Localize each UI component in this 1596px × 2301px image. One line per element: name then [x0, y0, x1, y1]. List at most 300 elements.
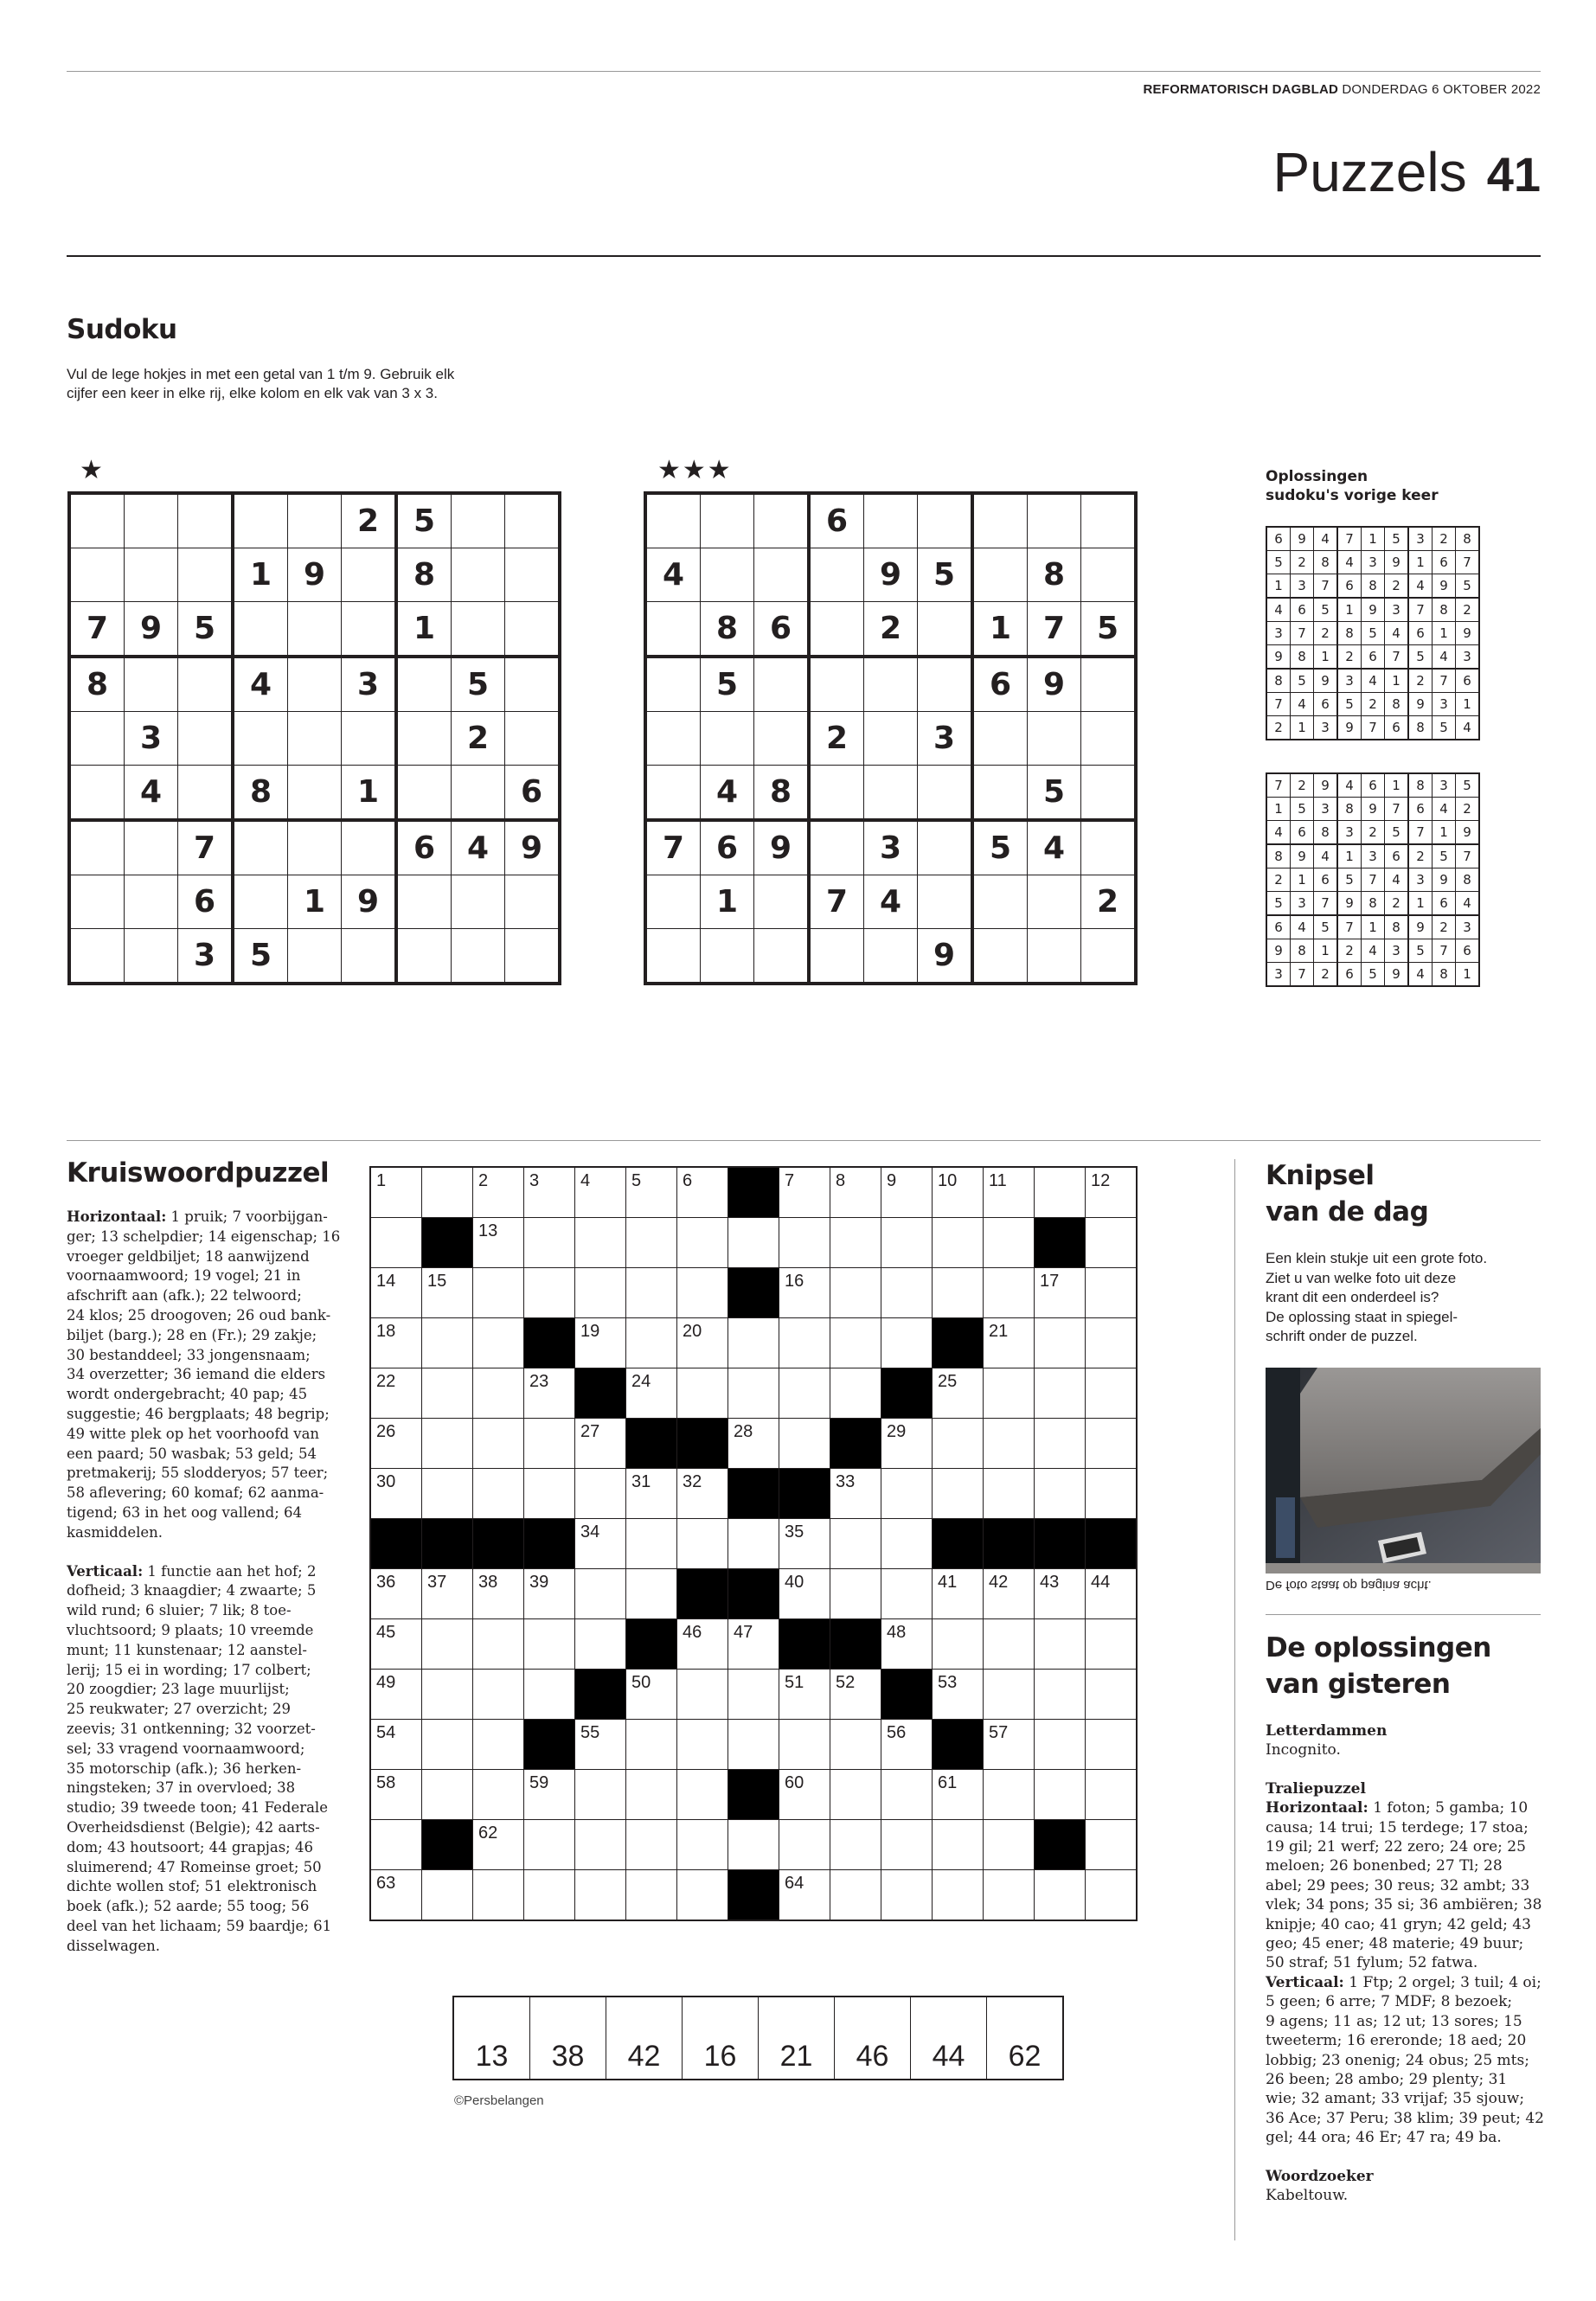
crossword-cell[interactable] — [422, 1720, 473, 1770]
answer-cell[interactable]: 16 — [683, 1997, 759, 2080]
crossword-cell[interactable] — [370, 1870, 422, 1921]
crossword-cell[interactable] — [626, 1519, 677, 1569]
crossword-cell[interactable] — [626, 1720, 677, 1770]
crossword-cell[interactable] — [626, 1368, 677, 1419]
crossword-cell[interactable] — [575, 1268, 626, 1318]
crossword-cell[interactable] — [524, 1469, 575, 1519]
crossword-cell[interactable] — [626, 1469, 677, 1519]
crossword-cell[interactable] — [1035, 1770, 1086, 1820]
crossword-cell[interactable] — [1086, 1218, 1138, 1268]
crossword-cell[interactable] — [422, 1167, 473, 1218]
sudoku-cell[interactable] — [233, 493, 288, 548]
sudoku-cell[interactable] — [288, 929, 342, 984]
crossword-cell[interactable] — [881, 1469, 933, 1519]
crossword-cell[interactable] — [677, 1469, 728, 1519]
crossword-cell[interactable] — [626, 1870, 677, 1921]
crossword-cell[interactable] — [933, 1870, 984, 1921]
crossword-cell[interactable] — [728, 1670, 779, 1720]
crossword-cell[interactable] — [933, 1820, 984, 1870]
sudoku-cell[interactable] — [178, 766, 234, 821]
sudoku-cell[interactable] — [864, 766, 918, 821]
crossword-cell[interactable] — [881, 1569, 933, 1619]
sudoku-cell[interactable] — [288, 766, 342, 821]
crossword-cell[interactable] — [984, 1268, 1035, 1318]
crossword-cell[interactable] — [984, 1167, 1035, 1218]
crossword-cell[interactable] — [779, 1870, 830, 1921]
sudoku-cell[interactable] — [918, 657, 973, 712]
answer-cell[interactable]: 44 — [911, 1997, 987, 2080]
crossword-cell[interactable] — [1086, 1870, 1138, 1921]
crossword-cell[interactable] — [370, 1569, 422, 1619]
crossword-cell[interactable] — [830, 1469, 881, 1519]
crossword-cell[interactable] — [779, 1318, 830, 1368]
crossword-cell[interactable] — [473, 1870, 524, 1921]
crossword-cell[interactable] — [422, 1318, 473, 1368]
crossword-cell[interactable] — [984, 1820, 1035, 1870]
sudoku-cell[interactable] — [809, 929, 864, 984]
crossword-cell[interactable] — [626, 1670, 677, 1720]
crossword-cell[interactable] — [473, 1569, 524, 1619]
crossword-cell[interactable] — [728, 1619, 779, 1670]
crossword-cell[interactable] — [779, 1569, 830, 1619]
crossword-cell[interactable] — [933, 1469, 984, 1519]
crossword-cell[interactable] — [1086, 1770, 1138, 1820]
crossword-cell[interactable] — [830, 1670, 881, 1720]
crossword-cell[interactable] — [1086, 1820, 1138, 1870]
sudoku-cell[interactable] — [864, 929, 918, 984]
crossword-cell[interactable] — [881, 1268, 933, 1318]
crossword-cell[interactable] — [422, 1268, 473, 1318]
crossword-cell[interactable] — [473, 1770, 524, 1820]
sudoku-cell[interactable] — [396, 766, 452, 821]
sudoku-cell[interactable] — [1028, 875, 1081, 929]
crossword-cell[interactable] — [370, 1218, 422, 1268]
crossword-cell[interactable] — [984, 1469, 1035, 1519]
crossword-cell[interactable] — [524, 1268, 575, 1318]
crossword-cell[interactable] — [779, 1419, 830, 1469]
sudoku-cell[interactable] — [396, 929, 452, 984]
crossword-cell[interactable] — [422, 1368, 473, 1419]
sudoku-cell[interactable] — [645, 657, 701, 712]
crossword-cell[interactable] — [370, 1770, 422, 1820]
sudoku-cell[interactable] — [754, 548, 810, 602]
sudoku-cell[interactable] — [178, 712, 234, 766]
crossword-cell[interactable] — [473, 1368, 524, 1419]
crossword-cell[interactable] — [1086, 1569, 1138, 1619]
crossword-cell[interactable] — [984, 1318, 1035, 1368]
crossword-cell[interactable] — [933, 1167, 984, 1218]
crossword-cell[interactable] — [626, 1167, 677, 1218]
sudoku-cell[interactable] — [342, 820, 397, 875]
sudoku-cell[interactable] — [1028, 493, 1081, 548]
crossword-cell[interactable] — [1086, 1368, 1138, 1419]
crossword-cell[interactable] — [779, 1167, 830, 1218]
crossword-cell[interactable] — [1035, 1419, 1086, 1469]
crossword-cell[interactable] — [881, 1770, 933, 1820]
sudoku-cell[interactable] — [396, 712, 452, 766]
crossword-cell[interactable] — [370, 1318, 422, 1368]
crossword-cell[interactable] — [473, 1670, 524, 1720]
crossword-cell[interactable] — [370, 1619, 422, 1670]
crossword-cell[interactable] — [524, 1218, 575, 1268]
sudoku-cell[interactable] — [178, 548, 234, 602]
crossword-cell[interactable] — [575, 1519, 626, 1569]
sudoku-cell[interactable] — [1081, 712, 1137, 766]
crossword-cell[interactable] — [473, 1318, 524, 1368]
sudoku-cell[interactable] — [125, 493, 178, 548]
crossword-cell[interactable] — [677, 1820, 728, 1870]
crossword-cell[interactable] — [677, 1720, 728, 1770]
sudoku-cell[interactable] — [864, 493, 918, 548]
sudoku-cell[interactable] — [452, 766, 505, 821]
sudoku-cell[interactable] — [452, 493, 505, 548]
crossword-cell[interactable] — [626, 1770, 677, 1820]
crossword-cell[interactable] — [473, 1419, 524, 1469]
sudoku-cell[interactable] — [645, 712, 701, 766]
crossword-cell[interactable] — [933, 1268, 984, 1318]
sudoku-cell[interactable] — [505, 548, 561, 602]
sudoku-cell[interactable] — [1081, 548, 1137, 602]
crossword-cell[interactable] — [984, 1720, 1035, 1770]
crossword-cell[interactable] — [677, 1619, 728, 1670]
sudoku-cell[interactable] — [754, 875, 810, 929]
crossword-cell[interactable] — [728, 1419, 779, 1469]
sudoku-cell[interactable] — [972, 875, 1028, 929]
sudoku-cell[interactable] — [972, 712, 1028, 766]
sudoku-cell[interactable] — [1081, 820, 1137, 875]
crossword-cell[interactable] — [422, 1870, 473, 1921]
sudoku-cell[interactable] — [1081, 929, 1137, 984]
crossword-cell[interactable] — [830, 1268, 881, 1318]
crossword-cell[interactable] — [524, 1820, 575, 1870]
crossword-cell[interactable] — [779, 1519, 830, 1569]
crossword-cell[interactable] — [728, 1368, 779, 1419]
crossword-cell[interactable] — [1086, 1469, 1138, 1519]
crossword-cell[interactable] — [1035, 1569, 1086, 1619]
crossword-cell[interactable] — [370, 1820, 422, 1870]
sudoku-cell[interactable] — [125, 875, 178, 929]
sudoku-cell[interactable] — [918, 766, 973, 821]
sudoku-cell[interactable] — [809, 602, 864, 657]
crossword-cell[interactable] — [370, 1469, 422, 1519]
crossword-cell[interactable] — [830, 1720, 881, 1770]
sudoku-cell[interactable] — [645, 602, 701, 657]
sudoku-cell[interactable] — [1081, 657, 1137, 712]
sudoku-cell[interactable] — [288, 657, 342, 712]
crossword-cell[interactable] — [524, 1167, 575, 1218]
crossword-cell[interactable] — [1086, 1318, 1138, 1368]
crossword-cell[interactable] — [933, 1368, 984, 1419]
sudoku-cell[interactable] — [645, 766, 701, 821]
crossword-cell[interactable] — [881, 1318, 933, 1368]
sudoku-cell[interactable] — [125, 929, 178, 984]
crossword-cell[interactable] — [677, 1167, 728, 1218]
crossword-cell[interactable] — [524, 1619, 575, 1670]
sudoku-cell[interactable] — [505, 602, 561, 657]
crossword-cell[interactable] — [830, 1368, 881, 1419]
sudoku-cell[interactable] — [972, 493, 1028, 548]
sudoku-cell[interactable] — [505, 929, 561, 984]
crossword-cell[interactable] — [524, 1569, 575, 1619]
sudoku-cell[interactable] — [1028, 929, 1081, 984]
crossword-cell[interactable] — [1035, 1720, 1086, 1770]
crossword-cell[interactable] — [1086, 1419, 1138, 1469]
crossword-cell[interactable] — [984, 1419, 1035, 1469]
crossword-cell[interactable] — [575, 1167, 626, 1218]
sudoku-cell[interactable] — [701, 493, 754, 548]
crossword-cell[interactable] — [1035, 1268, 1086, 1318]
crossword-cell[interactable] — [984, 1670, 1035, 1720]
crossword-cell[interactable] — [779, 1770, 830, 1820]
crossword-cell[interactable] — [575, 1870, 626, 1921]
crossword-cell[interactable] — [1035, 1619, 1086, 1670]
crossword-cell[interactable] — [779, 1218, 830, 1268]
crossword-cell[interactable] — [933, 1569, 984, 1619]
crossword-cell[interactable] — [370, 1670, 422, 1720]
crossword-cell[interactable] — [779, 1720, 830, 1770]
crossword-cell[interactable] — [779, 1670, 830, 1720]
crossword-cell[interactable] — [473, 1720, 524, 1770]
sudoku-cell[interactable] — [288, 602, 342, 657]
crossword-cell[interactable] — [830, 1519, 881, 1569]
crossword-cell[interactable] — [984, 1218, 1035, 1268]
sudoku-cell[interactable] — [69, 493, 125, 548]
answer-cell[interactable]: 42 — [606, 1997, 683, 2080]
answer-cell[interactable]: 46 — [835, 1997, 911, 2080]
crossword-cell[interactable] — [881, 1619, 933, 1670]
crossword-cell[interactable] — [524, 1368, 575, 1419]
crossword-cell[interactable] — [524, 1770, 575, 1820]
crossword-cell[interactable] — [575, 1770, 626, 1820]
crossword-cell[interactable] — [677, 1670, 728, 1720]
crossword-cell[interactable] — [422, 1770, 473, 1820]
crossword-cell[interactable] — [575, 1720, 626, 1770]
crossword-cell[interactable] — [677, 1770, 728, 1820]
sudoku-cell[interactable] — [178, 657, 234, 712]
crossword-cell[interactable] — [370, 1268, 422, 1318]
crossword-cell[interactable] — [626, 1569, 677, 1619]
crossword-cell[interactable] — [830, 1820, 881, 1870]
crossword-cell[interactable] — [473, 1268, 524, 1318]
sudoku-cell[interactable] — [69, 766, 125, 821]
crossword-cell[interactable] — [370, 1720, 422, 1770]
crossword-cell[interactable] — [677, 1870, 728, 1921]
sudoku-cell[interactable] — [505, 493, 561, 548]
crossword-cell[interactable] — [524, 1670, 575, 1720]
sudoku-cell[interactable] — [69, 929, 125, 984]
crossword-cell[interactable] — [626, 1268, 677, 1318]
sudoku-cell[interactable] — [918, 875, 973, 929]
crossword-cell[interactable] — [881, 1218, 933, 1268]
sudoku-cell[interactable] — [288, 820, 342, 875]
crossword-cell[interactable] — [422, 1569, 473, 1619]
sudoku-cell[interactable] — [125, 548, 178, 602]
sudoku-cell[interactable] — [125, 820, 178, 875]
crossword-cell[interactable] — [728, 1218, 779, 1268]
sudoku-cell[interactable] — [864, 657, 918, 712]
sudoku-cell[interactable] — [505, 875, 561, 929]
sudoku-cell[interactable] — [754, 657, 810, 712]
crossword-cell[interactable] — [881, 1820, 933, 1870]
crossword-cell[interactable] — [1086, 1619, 1138, 1670]
crossword-cell[interactable] — [370, 1167, 422, 1218]
crossword-cell[interactable] — [1086, 1268, 1138, 1318]
sudoku-cell[interactable] — [809, 766, 864, 821]
sudoku-cell[interactable] — [288, 493, 342, 548]
sudoku-cell[interactable] — [505, 712, 561, 766]
sudoku-cell[interactable] — [809, 820, 864, 875]
crossword-cell[interactable] — [473, 1619, 524, 1670]
crossword-cell[interactable] — [830, 1870, 881, 1921]
crossword-cell[interactable] — [422, 1419, 473, 1469]
crossword-cell[interactable] — [473, 1218, 524, 1268]
sudoku-cell[interactable] — [918, 493, 973, 548]
crossword-cell[interactable] — [1035, 1167, 1086, 1218]
sudoku-cell[interactable] — [754, 712, 810, 766]
sudoku-cell[interactable] — [342, 602, 397, 657]
crossword-cell[interactable] — [728, 1519, 779, 1569]
crossword-cell[interactable] — [830, 1770, 881, 1820]
answer-cell[interactable]: 21 — [759, 1997, 835, 2080]
crossword-cell[interactable] — [881, 1870, 933, 1921]
sudoku-cell[interactable] — [452, 929, 505, 984]
sudoku-cell[interactable] — [809, 548, 864, 602]
crossword-cell[interactable] — [422, 1619, 473, 1670]
crossword-cell[interactable] — [728, 1820, 779, 1870]
crossword-cell[interactable] — [830, 1318, 881, 1368]
answer-cell[interactable]: 38 — [530, 1997, 606, 2080]
sudoku-cell[interactable] — [972, 929, 1028, 984]
sudoku-cell[interactable] — [701, 929, 754, 984]
crossword-cell[interactable] — [473, 1167, 524, 1218]
sudoku-cell[interactable] — [69, 820, 125, 875]
sudoku-cell[interactable] — [754, 493, 810, 548]
crossword-cell[interactable] — [779, 1268, 830, 1318]
crossword-cell[interactable] — [575, 1619, 626, 1670]
crossword-cell[interactable] — [677, 1268, 728, 1318]
sudoku-cell[interactable] — [342, 548, 397, 602]
crossword-cell[interactable] — [984, 1569, 1035, 1619]
crossword-cell[interactable] — [1086, 1720, 1138, 1770]
crossword-cell[interactable] — [984, 1368, 1035, 1419]
sudoku-cell[interactable] — [178, 493, 234, 548]
crossword-cell[interactable] — [830, 1569, 881, 1619]
sudoku-cell[interactable] — [645, 929, 701, 984]
sudoku-cell[interactable] — [342, 712, 397, 766]
crossword-cell[interactable] — [524, 1870, 575, 1921]
answer-cell[interactable]: 13 — [453, 1997, 530, 2080]
crossword-cell[interactable] — [1035, 1469, 1086, 1519]
sudoku-cell[interactable] — [972, 548, 1028, 602]
crossword-cell[interactable] — [677, 1368, 728, 1419]
sudoku-cell[interactable] — [233, 820, 288, 875]
crossword-cell[interactable] — [881, 1720, 933, 1770]
crossword-cell[interactable] — [677, 1519, 728, 1569]
sudoku-cell[interactable] — [972, 766, 1028, 821]
crossword-cell[interactable] — [473, 1469, 524, 1519]
crossword-cell[interactable] — [575, 1469, 626, 1519]
crossword-cell[interactable] — [881, 1519, 933, 1569]
crossword-cell[interactable] — [575, 1569, 626, 1619]
crossword-cell[interactable] — [1086, 1670, 1138, 1720]
crossword-cell[interactable] — [779, 1368, 830, 1419]
crossword-cell[interactable] — [626, 1318, 677, 1368]
crossword-cell[interactable] — [933, 1419, 984, 1469]
sudoku-cell[interactable] — [1081, 766, 1137, 821]
crossword-cell[interactable] — [1035, 1368, 1086, 1419]
crossword-cell[interactable] — [1035, 1670, 1086, 1720]
crossword-cell[interactable] — [370, 1368, 422, 1419]
sudoku-cell[interactable] — [645, 875, 701, 929]
sudoku-cell[interactable] — [645, 493, 701, 548]
sudoku-cell[interactable] — [288, 712, 342, 766]
sudoku-cell[interactable] — [69, 712, 125, 766]
crossword-cell[interactable] — [881, 1167, 933, 1218]
sudoku-cell[interactable] — [701, 712, 754, 766]
crossword-cell[interactable] — [473, 1820, 524, 1870]
crossword-cell[interactable] — [1035, 1318, 1086, 1368]
sudoku-cell[interactable] — [452, 875, 505, 929]
crossword-cell[interactable] — [575, 1318, 626, 1368]
crossword-cell[interactable] — [1086, 1167, 1138, 1218]
crossword-cell[interactable] — [933, 1670, 984, 1720]
crossword-cell[interactable] — [933, 1619, 984, 1670]
sudoku-cell[interactable] — [342, 929, 397, 984]
sudoku-cell[interactable] — [918, 820, 973, 875]
sudoku-cell[interactable] — [396, 657, 452, 712]
crossword-cell[interactable] — [933, 1218, 984, 1268]
crossword-cell[interactable] — [830, 1167, 881, 1218]
sudoku-cell[interactable] — [125, 657, 178, 712]
sudoku-cell[interactable] — [1028, 712, 1081, 766]
sudoku-cell[interactable] — [505, 657, 561, 712]
crossword-cell[interactable] — [626, 1218, 677, 1268]
sudoku-cell[interactable] — [452, 548, 505, 602]
crossword-cell[interactable] — [984, 1619, 1035, 1670]
crossword-cell[interactable] — [728, 1318, 779, 1368]
sudoku-cell[interactable] — [69, 548, 125, 602]
sudoku-cell[interactable] — [918, 602, 973, 657]
crossword-cell[interactable] — [370, 1419, 422, 1469]
crossword-cell[interactable] — [933, 1770, 984, 1820]
crossword-cell[interactable] — [677, 1318, 728, 1368]
sudoku-cell[interactable] — [233, 602, 288, 657]
crossword-cell[interactable] — [881, 1419, 933, 1469]
crossword-cell[interactable] — [422, 1670, 473, 1720]
crossword-cell[interactable] — [677, 1218, 728, 1268]
crossword-cell[interactable] — [779, 1820, 830, 1870]
sudoku-cell[interactable] — [233, 712, 288, 766]
crossword-cell[interactable] — [984, 1870, 1035, 1921]
sudoku-cell[interactable] — [69, 875, 125, 929]
answer-cell[interactable]: 62 — [987, 1997, 1064, 2080]
sudoku-cell[interactable] — [452, 602, 505, 657]
crossword-cell[interactable] — [626, 1820, 677, 1870]
sudoku-cell[interactable] — [1081, 493, 1137, 548]
crossword-cell[interactable] — [575, 1820, 626, 1870]
sudoku-cell[interactable] — [233, 875, 288, 929]
crossword-cell[interactable] — [830, 1218, 881, 1268]
crossword-cell[interactable] — [728, 1720, 779, 1770]
crossword-cell[interactable] — [575, 1218, 626, 1268]
sudoku-cell[interactable] — [754, 929, 810, 984]
crossword-cell[interactable] — [575, 1419, 626, 1469]
sudoku-cell[interactable] — [396, 875, 452, 929]
crossword-cell[interactable] — [524, 1419, 575, 1469]
sudoku-cell[interactable] — [864, 712, 918, 766]
sudoku-cell[interactable] — [809, 657, 864, 712]
crossword-cell[interactable] — [422, 1469, 473, 1519]
